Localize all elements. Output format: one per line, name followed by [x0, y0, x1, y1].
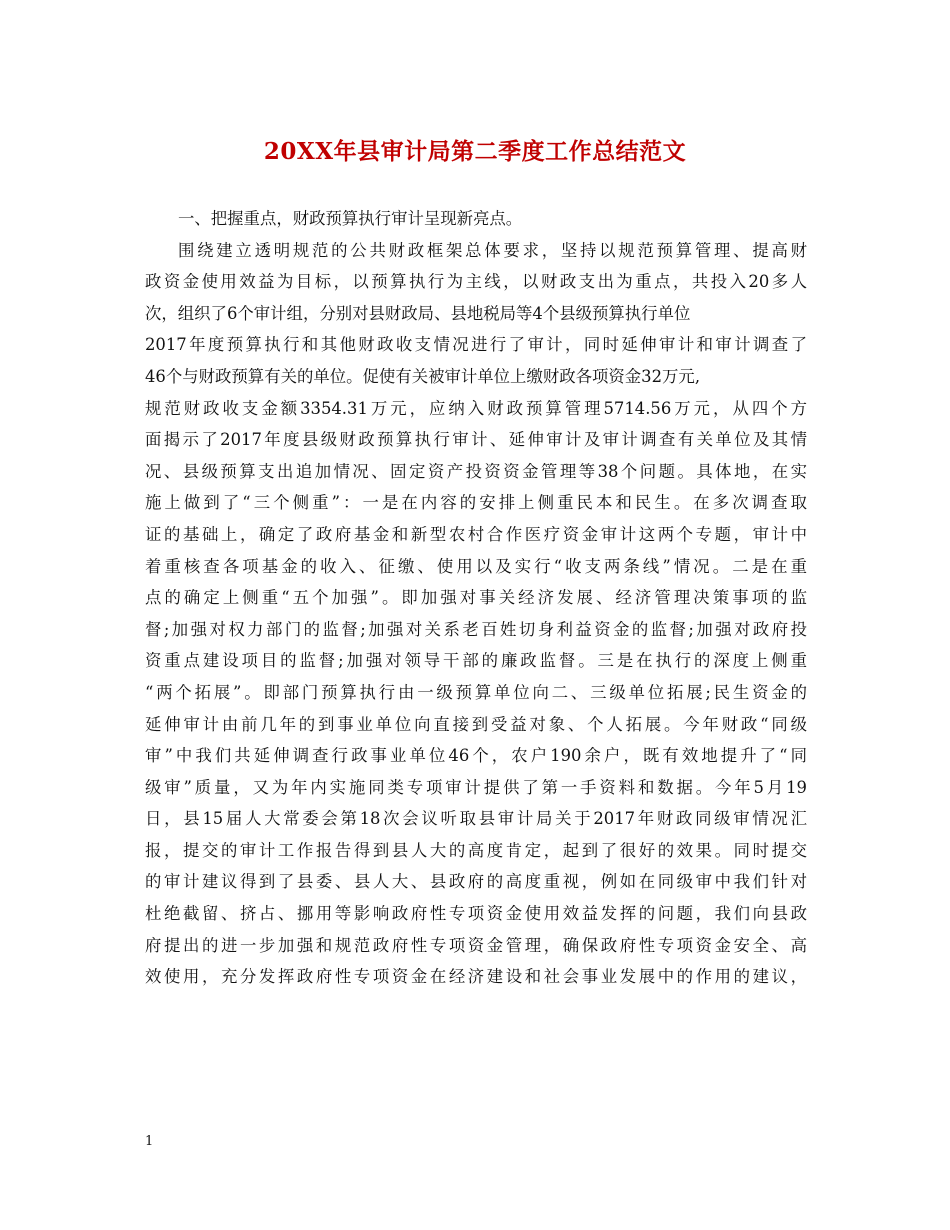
paragraph-line: 日，县15届人大常委会第18次会议听取县审计局关于2017年财政同级审情况汇 — [145, 809, 807, 829]
paragraph-line: 次，组织了6个审计组，分别对县财政局、县地税局等4个县级预算执行单位 — [145, 303, 691, 323]
paragraph-line: 证的基础上，确定了政府基金和新型农村合作医疗资金审计这两个专题，审计中 — [145, 524, 807, 544]
paragraph-line: 施上做到了“三个侧重”：一是在内容的安排上侧重民本和民生。在多次调查取 — [145, 493, 807, 513]
paragraph-line: 府提出的进一步加强和规范政府性专项资金管理，确保政府性专项资金安全、高 — [145, 935, 807, 955]
page-number: 1 — [145, 1134, 154, 1149]
paragraph-line: “两个拓展”。即部门预算执行由一级预算单位向二、三级单位拓展;民生资金的 — [145, 682, 807, 702]
paragraph-line: 效使用，充分发挥政府性专项资金在经济建设和社会事业发展中的作用的建议， — [145, 967, 807, 987]
paragraph-line: 延伸审计由前几年的到事业单位向直接到受益对象、个人拓展。今年财政“同级 — [145, 714, 807, 734]
paragraph-line: 报，提交的审计工作报告得到县人大的高度肯定，起到了很好的效果。同时提交 — [145, 840, 807, 860]
paragraph-line: 级审”质量，又为年内实施同类专项审计提供了第一手资料和数据。今年5月19 — [145, 777, 807, 797]
paragraph-line: 着重核查各项基金的收入、征缴、使用以及实行“收支两条线”情况。二是在重 — [145, 556, 807, 576]
document-body — [145, 203, 807, 993]
paragraph-line: 46个与财政预算有关的单位。促使有关被审计单位上缴财政各项资金32万元, — [145, 366, 701, 386]
paragraph-line: 政资金使用效益为目标，以预算执行为主线，以财政支出为重点，共投入20多人 — [145, 272, 807, 292]
paragraph-line: 2017年度预算执行和其他财政收支情况进行了审计，同时延伸审计和审计调查了 — [145, 335, 807, 355]
paragraph-line: 督;加强对权力部门的监督;加强对关系老百姓切身利益资金的监督;加强对政府投 — [145, 619, 807, 639]
section-heading: 一、把握重点，财政预算执行审计呈现新亮点。 — [178, 209, 523, 228]
paragraph-line: 杜绝截留、挤占、挪用等影响政府性专项资金使用效益发挥的问题，我们向县政 — [145, 904, 807, 924]
paragraph-line: 规范财政收支金额3354.31万元，应纳入财政预算管理5714.56万元，从四个方 — [145, 398, 807, 418]
paragraph-line: 点的确定上侧重“五个加强”。即加强对事关经济发展、经济管理决策事项的监 — [145, 588, 807, 608]
paragraph-line: 况、县级预算支出追加情况、固定资产投资资金管理等38个问题。具体地，在实 — [145, 461, 807, 481]
document-title: 20XX年县审计局第二季度工作总结范文 — [263, 138, 687, 165]
paragraph-line: 审”中我们共延伸调查行政事业单位46个，农户190余户，既有效地提升了“同 — [145, 746, 807, 766]
paragraph-line: 资重点建设项目的监督;加强对领导干部的廉政监督。三是在执行的深度上侧重 — [145, 651, 807, 671]
paragraph-line: 面揭示了2017年度县级财政预算执行审计、延伸审计及审计调查有关单位及其情 — [145, 430, 807, 450]
paragraph-line: 的审计建议得到了县委、县人大、县政府的高度重视，例如在同级审中我们针对 — [145, 872, 807, 892]
paragraph-line: 围绕建立透明规范的公共财政框架总体要求，坚持以规范预算管理、提高财 — [178, 240, 807, 260]
